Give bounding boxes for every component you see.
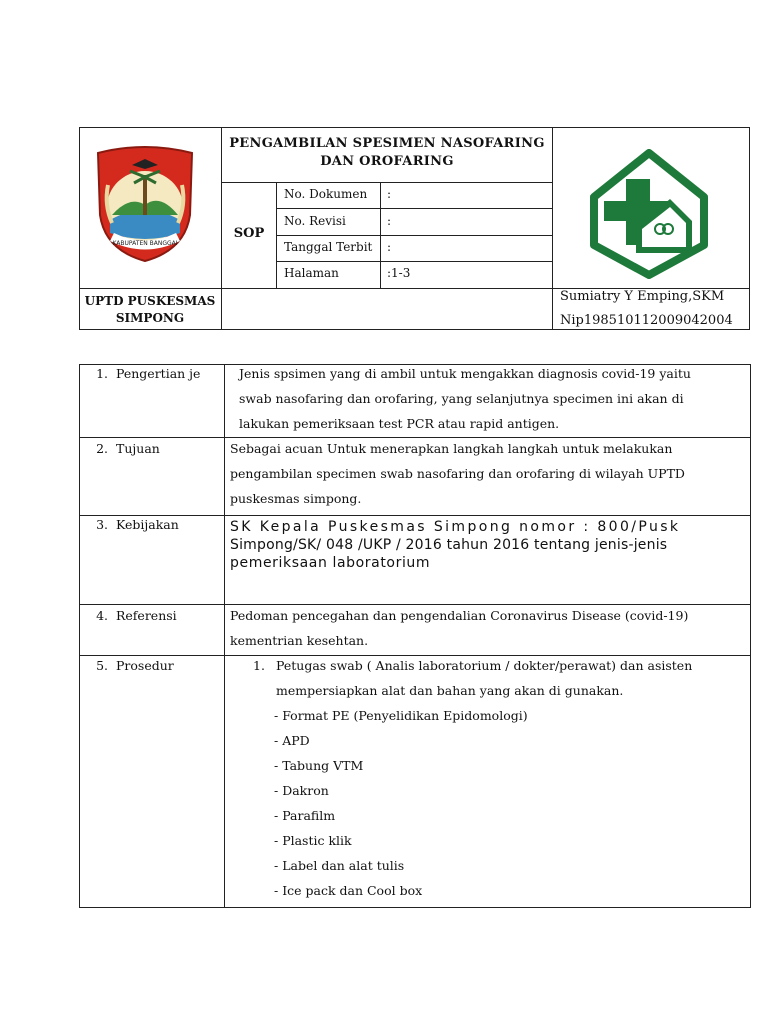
title-line-1: PENGAMBILAN SPESIMEN NASOFARING bbox=[229, 136, 545, 151]
section-title: Referensi bbox=[116, 608, 177, 623]
section-body-referensi bbox=[230, 603, 744, 653]
section-number: 4. bbox=[96, 608, 108, 623]
section-body-kebijakan bbox=[230, 518, 744, 572]
list-item: - Ice pack dan Cool box bbox=[274, 883, 423, 898]
text-line: mempersiapkan alat dan bahan yang akan di gunakan. bbox=[276, 683, 624, 698]
section-label-referensi bbox=[86, 608, 177, 623]
text-line: Jenis spsimen yang di ambil untuk mengakkan diagnosis covid-19 yaitu bbox=[239, 366, 691, 381]
section-body-pengertian bbox=[239, 361, 744, 436]
title-line-2: DAN OROFARING bbox=[320, 154, 454, 169]
section-label-prosedur bbox=[86, 658, 174, 673]
text-line: Sebagai acuan Untuk menerapkan langkah langkah untuk melakukan bbox=[230, 441, 673, 456]
section-number: 1. bbox=[96, 366, 108, 381]
text-line: Petugas swab ( Analis laboratorium / dokter/perawat) dan asisten bbox=[276, 658, 693, 673]
section-title: Kebijakan bbox=[116, 517, 179, 532]
field-label-no-dokumen: No. Dokumen bbox=[284, 187, 368, 201]
section-number: 3. bbox=[96, 517, 108, 532]
header-divider bbox=[552, 127, 553, 330]
field-value-no-revisi: : bbox=[387, 214, 392, 228]
table-row-divider bbox=[79, 515, 751, 516]
field-value-tanggal-terbit: : bbox=[387, 240, 392, 254]
text-line: Pedoman pencegahan dan pengendalian Coronavirus Disease (covid-19) bbox=[230, 608, 689, 623]
sop-label: SOP bbox=[233, 226, 265, 241]
procedure-step-number: 1. bbox=[253, 658, 265, 673]
document-title bbox=[225, 135, 549, 171]
puskesmas-logo bbox=[588, 149, 710, 279]
header-divider bbox=[276, 208, 553, 209]
list-item: - Plastic klik bbox=[274, 833, 352, 848]
section-number: 5. bbox=[96, 658, 108, 673]
text-line: swab nasofaring dan orofaring, yang selanjutnya specimen ini akan di bbox=[239, 391, 684, 406]
list-item: - Format PE (Penyelidikan Epidomologi) bbox=[274, 708, 528, 723]
list-item: - Parafilm bbox=[274, 808, 336, 823]
field-label-no-revisi: No. Revisi bbox=[284, 214, 346, 228]
equipment-list bbox=[274, 703, 528, 903]
table-column-divider bbox=[224, 364, 225, 908]
procedure-step-1 bbox=[276, 653, 746, 703]
text-line: puskesmas simpong. bbox=[230, 491, 362, 506]
text-line: kementrian kesehtan. bbox=[230, 633, 369, 648]
field-value-no-dokumen: : bbox=[387, 187, 392, 201]
list-item: - Tabung VTM bbox=[274, 758, 364, 773]
header-divider bbox=[221, 182, 553, 183]
text-line: SK Kepala Puskesmas Simpong nomor : 800/Pusk bbox=[230, 519, 681, 535]
text-line: pengambilan specimen swab nasofaring dan orofaring di wilayah UPTD bbox=[230, 466, 685, 481]
signatory-nip: Nip198510112009042004 bbox=[560, 313, 733, 328]
field-value-halaman: :1-3 bbox=[387, 266, 411, 280]
section-number: 2. bbox=[96, 441, 108, 456]
signatory-name: Sumiatry Y Emping,SKM bbox=[560, 289, 725, 304]
field-label-tanggal-terbit: Tanggal Terbit bbox=[284, 240, 373, 254]
organization-name bbox=[80, 293, 220, 327]
section-title: Pengertian je bbox=[116, 366, 201, 381]
org-line-2: SIMPONG bbox=[115, 311, 185, 325]
header-divider bbox=[276, 235, 553, 236]
section-title: Tujuan bbox=[116, 441, 160, 456]
text-line: pemeriksaan laboratorium bbox=[230, 555, 431, 571]
section-label-pengertian bbox=[86, 366, 222, 381]
field-label-halaman: Halaman bbox=[284, 266, 339, 280]
list-item: - APD bbox=[274, 733, 310, 748]
section-body-tujuan bbox=[230, 436, 744, 511]
section-label-kebijakan bbox=[86, 517, 179, 532]
emblem-banner-text: KABUPATEN BANGGAI bbox=[112, 240, 178, 247]
list-item: - Dakron bbox=[274, 783, 329, 798]
header-divider bbox=[276, 261, 553, 262]
list-item: - Label dan alat tulis bbox=[274, 858, 405, 873]
section-title: Prosedur bbox=[116, 658, 174, 673]
text-line: Simpong/SK/ 048 /UKP / 2016 tahun 2016 tentang jenis-jenis bbox=[230, 537, 668, 553]
text-line: lakukan pemeriksaan test PCR atau rapid antigen. bbox=[239, 416, 560, 431]
org-line-1: UPTD PUSKESMAS bbox=[84, 294, 216, 308]
section-label-tujuan bbox=[86, 441, 160, 456]
regency-emblem-logo bbox=[90, 145, 200, 265]
